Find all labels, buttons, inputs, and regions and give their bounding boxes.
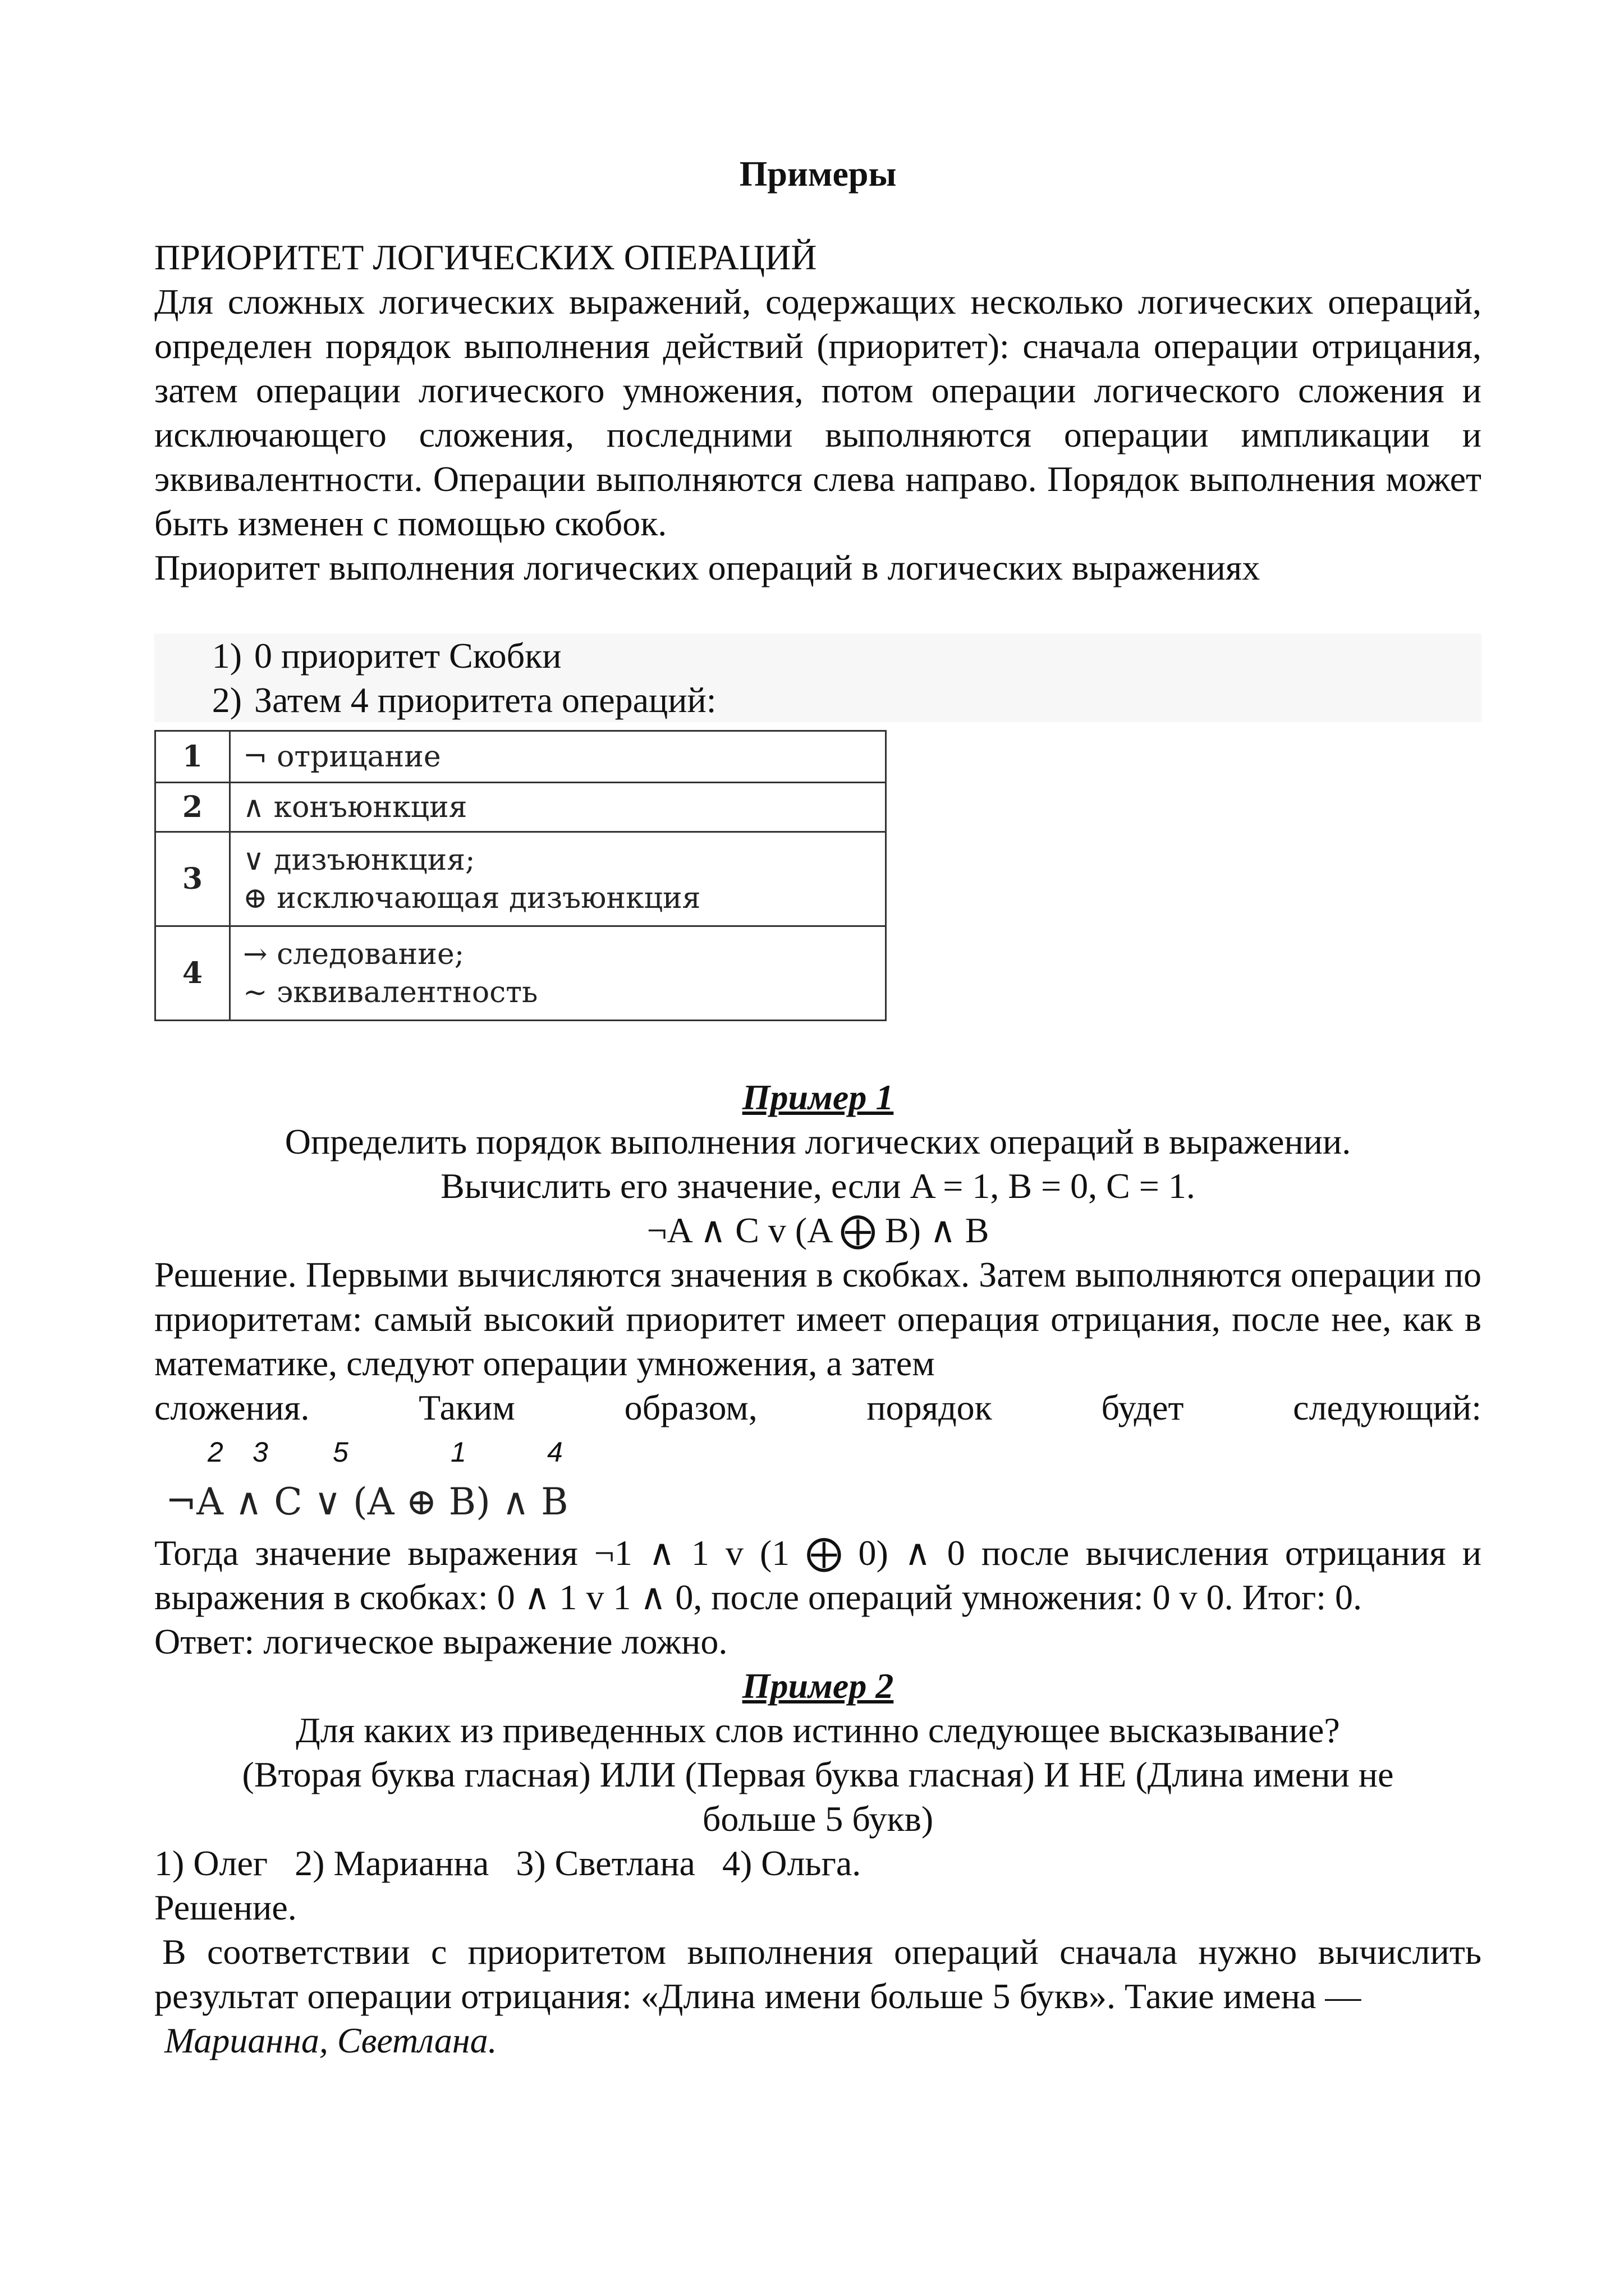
page-title: Примеры — [739, 154, 897, 194]
operation-line: ~ эквивалентность — [243, 975, 538, 1009]
operation-line: ¬ отрицание — [243, 740, 441, 774]
example-1-title: Пример 1 — [742, 1077, 894, 1117]
example-2-task-line: Для каких из приведенных слов истинно следующее высказывание? — [296, 1710, 1340, 1750]
order-digit: 5 — [333, 1436, 348, 1468]
order-digit: 3 — [253, 1436, 268, 1468]
example-2-solution-label: Решение. — [154, 1888, 297, 1927]
table-cell-operation — [230, 731, 886, 783]
order-digit: 1 — [451, 1436, 466, 1468]
table-cell-number: 2 — [155, 783, 230, 832]
operation-line: → следование; — [243, 937, 465, 971]
example-1-expression: ¬A ∧ C v (A ⨁ B) ∧ B — [646, 1210, 989, 1250]
example-2-task-line: (Вторая буква гласная) ИЛИ (Первая буква гласная) И НЕ (Длина имени не — [242, 1755, 1394, 1794]
table-cell-operation — [230, 783, 886, 832]
list-item-text: Затем 4 приоритета операций: — [254, 680, 717, 720]
table-cell-number: 4 — [155, 926, 230, 1021]
example-1-evaluation: Тогда значение выражения ¬1 ∧ 1 v (1 ⨁ 0) ∧ 0 после вычисления отрицания и выражения в скобках: 0 ∧ 1 v 1 ∧ 0, после операций умножения: 0 v 0. Итог: 0. — [154, 1533, 1481, 1617]
example-1-solution: Решение. Первыми вычисляются значения в скобках. Затем выполняются операции по приоритетам: самый высокий приоритет имеет операция отрицания, после нее, как в математике, следуют операции умножения, а затем — [154, 1255, 1481, 1383]
table-cell-number: 3 — [155, 832, 230, 926]
order-digit: 4 — [547, 1436, 563, 1468]
table-cell-operation — [230, 926, 886, 1021]
option-item: 3) Светлана — [516, 1843, 695, 1883]
example-1-answer: Ответ: логическое выражение ложно. — [154, 1622, 728, 1661]
operation-order-digits — [154, 1435, 1481, 1475]
example-1-task-line: Определить порядок выполнения логических операций в выражении. — [285, 1122, 1351, 1161]
list-item-number: 2) — [212, 680, 242, 720]
example-1-formula: ¬A ∧ C ∨ (A ⊕ B) ∧ B — [166, 1480, 568, 1523]
example-2-solution — [154, 1930, 1481, 2018]
table-row — [155, 832, 886, 926]
option-item: 2) Марианна — [295, 1843, 489, 1883]
table-row — [155, 926, 886, 1021]
operation-line: ∧ конъюнкция — [243, 790, 467, 824]
operation-line: ⊕ исключающая дизъюнкция — [243, 881, 701, 915]
table-row — [155, 783, 886, 832]
list-item-text: 0 приоритет Скобки — [254, 636, 562, 676]
priority-table — [154, 730, 887, 1021]
table-cell-number: 1 — [155, 731, 230, 783]
intro-paragraph: Для сложных логических выражений, содержащих несколько логических операций, определен порядок выполнения действий (приоритет): сначала операции отрицания, затем операции логического умножения, потом операции логического сложения и исключающего сложения, последними выполняются операции импликации и эквивалентности. Операции выполняются слева направо. Порядок выполнения может быть изменен с помощью скобок. — [154, 282, 1481, 543]
document-page — [154, 151, 1481, 2063]
example-2-options — [154, 1841, 1481, 1885]
section-heading: ПРИОРИТЕТ ЛОГИЧЕСКИХ ОПЕРАЦИЙ — [154, 237, 817, 277]
example-2-solution-text: В соответствии с приоритетом выполнения операций сначала нужно вычислить результат операции отрицания: «Длина имени больше 5 букв». Такие имена — — [154, 1932, 1481, 2016]
example-2-title: Пример 2 — [742, 1666, 894, 1706]
operation-line: ∨ дизъюнкция; — [243, 843, 475, 877]
example-1-task-line: Вычислить его значение, если A = 1, B = 0, C = 1. — [441, 1166, 1195, 1206]
example-1-solution-last-line: сложения. Таким образом, порядок будет следующий: — [154, 1388, 1481, 1427]
example-2-task-line: больше 5 букв) — [702, 1799, 934, 1839]
table-row — [155, 731, 886, 783]
order-digit: 2 — [208, 1436, 223, 1468]
list-item — [154, 633, 1481, 678]
list-item — [154, 678, 1481, 722]
list-item-number: 1) — [212, 636, 242, 676]
example-2-names: Марианна, Светлана. — [164, 2021, 497, 2060]
intro-line: Приоритет выполнения логических операций в логических выражениях — [154, 548, 1260, 587]
option-item: 4) Ольга. — [722, 1843, 861, 1883]
priority-list — [154, 633, 1481, 722]
option-item: 1) Олег — [154, 1843, 268, 1883]
table-cell-operation — [230, 832, 886, 926]
